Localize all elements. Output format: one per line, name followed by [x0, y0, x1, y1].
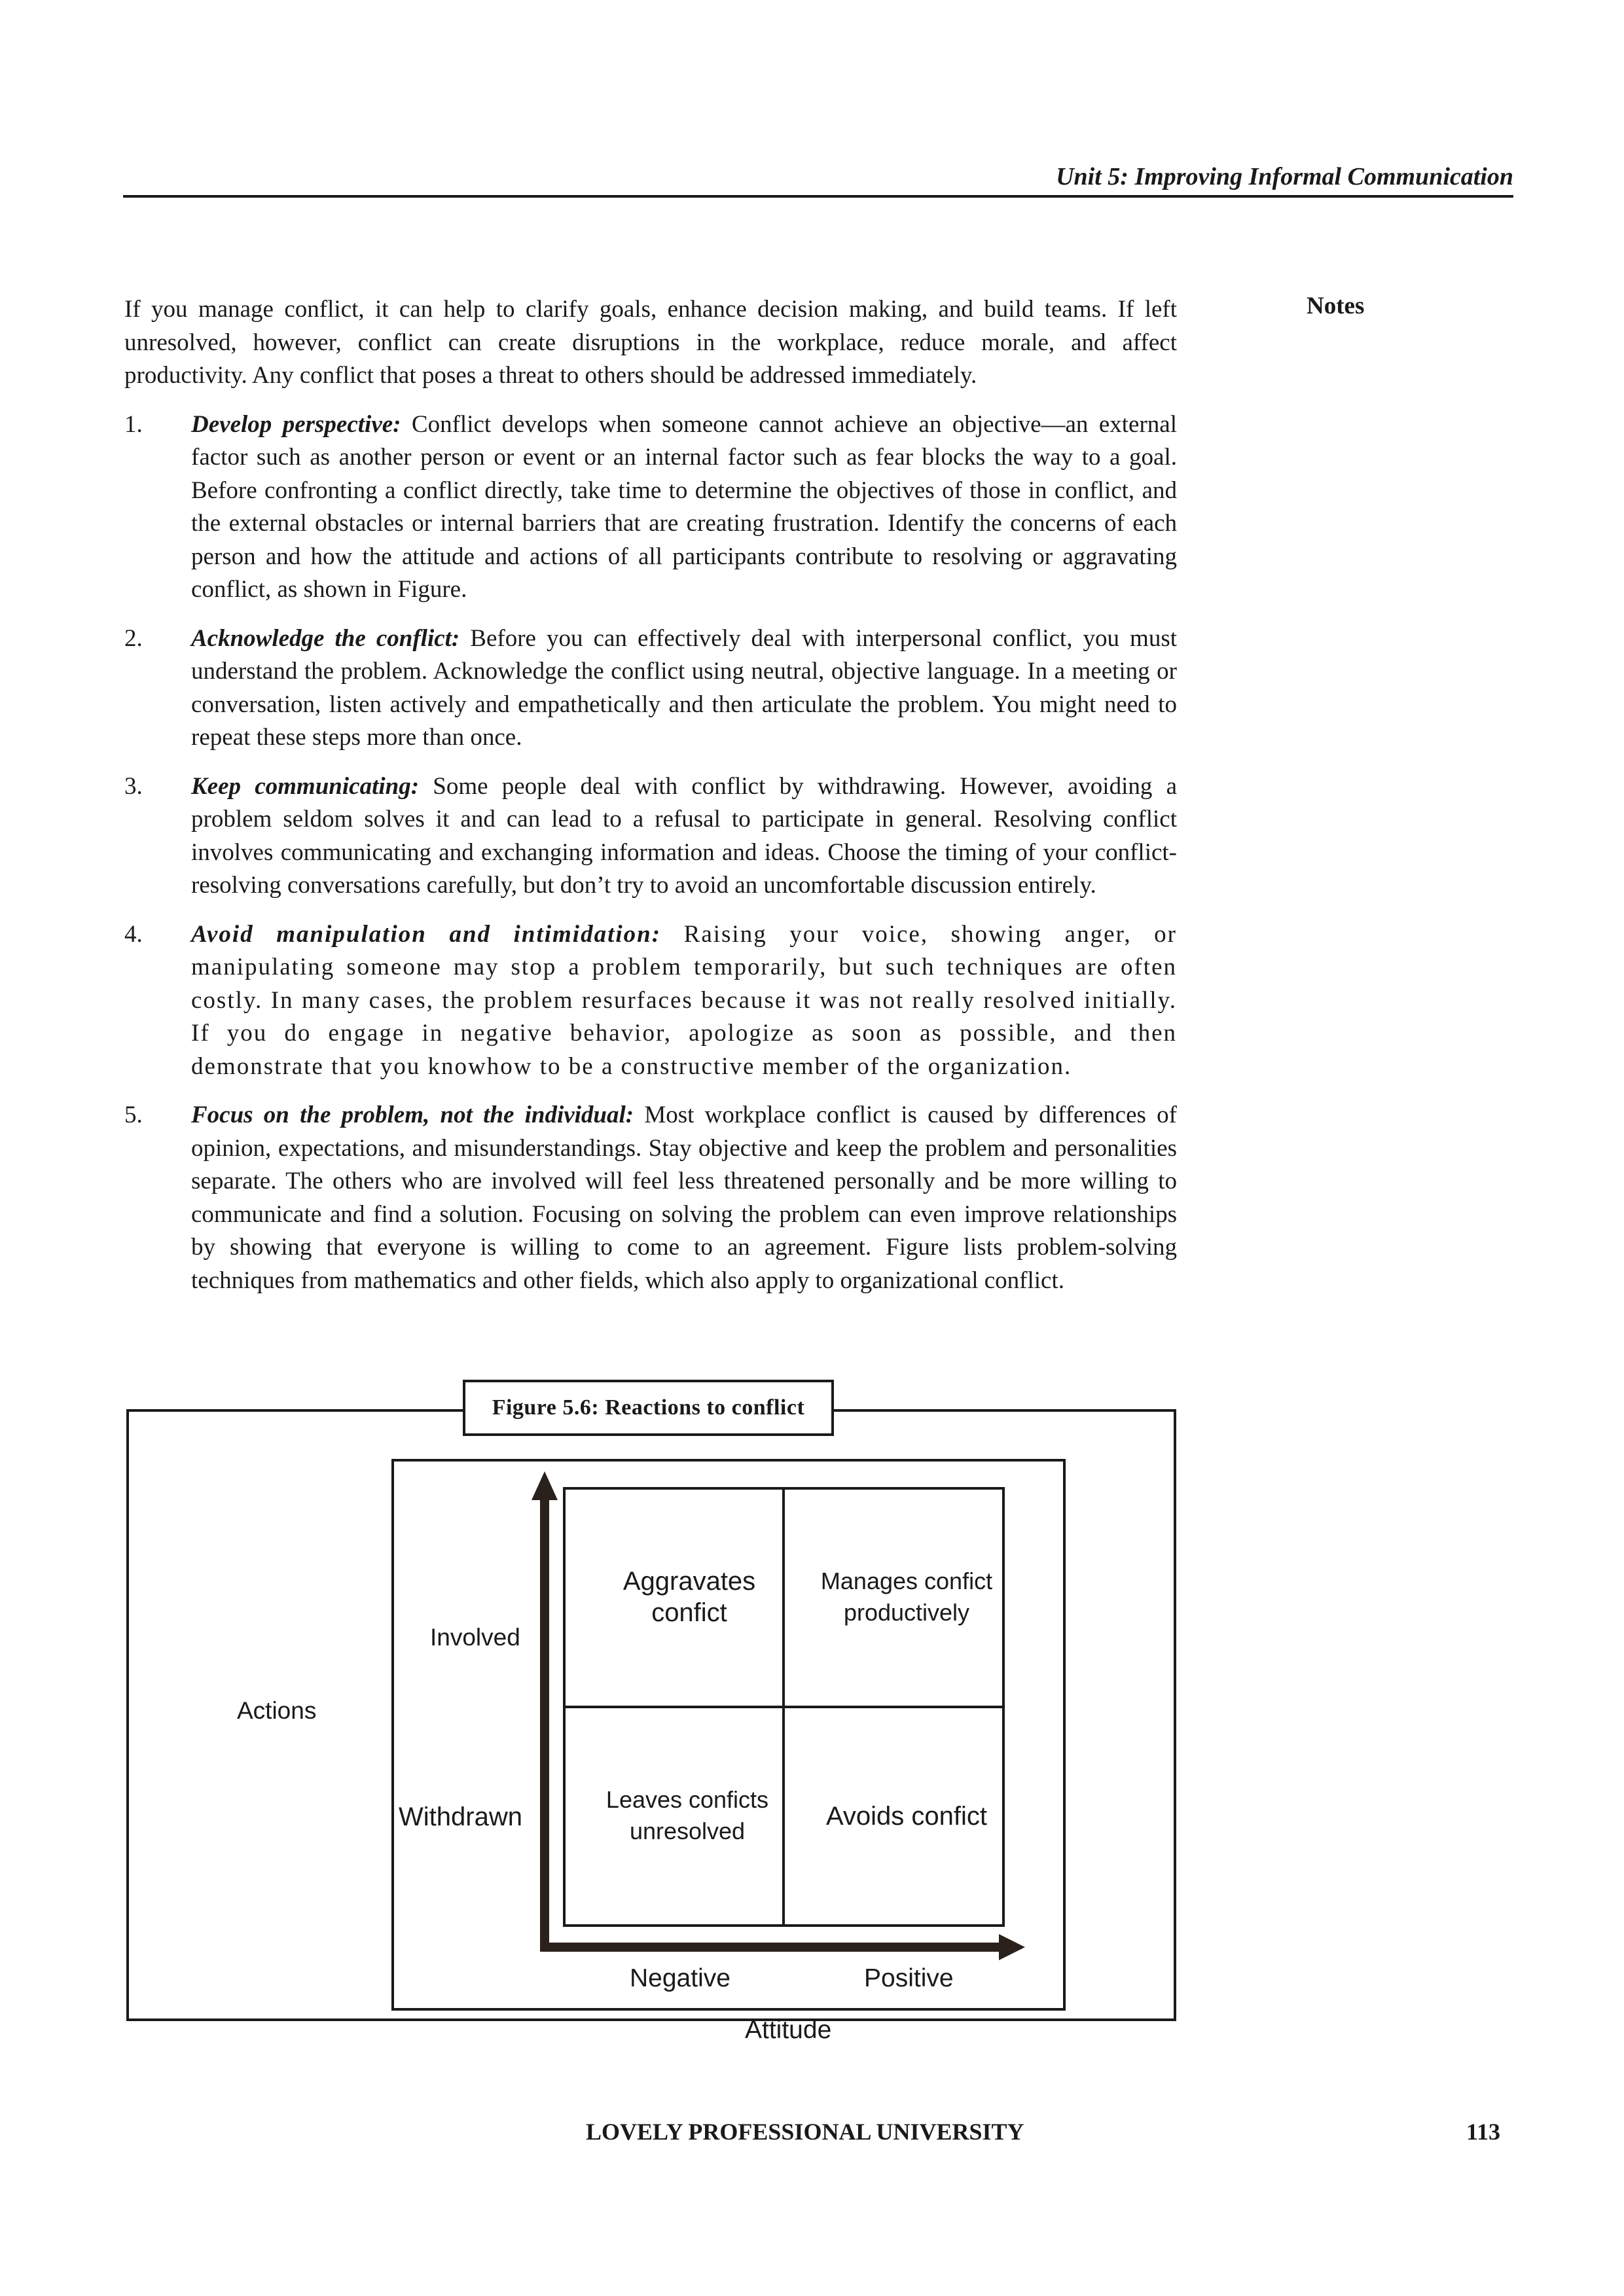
list-lead: Acknowledge the conflict: [191, 624, 460, 652]
cell-top-right-label: Manages confict productively [820, 1568, 993, 1626]
list-text: Conflict develops when someone cannot achieve an objective—an external factor such as another person or event or an internal factor such as fear blocks the way to a goal. Before confronting a conflict directly, take time to determine the objectives of those in conflict, and the external obstacles or internal barriers that are creating frustration. Identify the concerns of each person and how the attitude and actions of all participants contribute to resolving or aggravating conflict, as shown in Figure. [191, 410, 1177, 603]
list-text: Before you can effectively deal with interpersonal conflict, you must understand the problem. Acknowledge the conflict using neutral, objective language. In a meeting or conversation, listen actively and empathetically and then articulate the problem. You might need to repeat these steps more than once. [191, 624, 1178, 751]
x-axis-arrowhead [999, 1934, 1025, 1960]
list-number: 4. [124, 920, 143, 948]
notes-label: Notes [1307, 293, 1365, 319]
y-level-top: Involved [430, 1624, 520, 1651]
list-number: 5. [124, 1102, 143, 1128]
footer-university: LOVELY PROFESSIONAL UNIVERSITY [586, 2119, 1024, 2145]
y-level-bottom: Withdrawn [399, 1803, 522, 1831]
unit-title: Unit 5: Improving Informal Communication [1056, 163, 1513, 190]
figure-caption: Figure 5.6: Reactions to conflict [463, 1380, 834, 1436]
y-axis-arrowhead [532, 1471, 558, 1500]
page-number: 113 [1466, 2119, 1501, 2145]
list-lead: Focus on the problem, not the individual: [191, 1102, 634, 1128]
x-level-right: Positive [864, 1964, 954, 1992]
cell-bottom-right-label: Avoids confict [825, 1802, 988, 1831]
list-number: 3. [124, 772, 143, 800]
intro-paragraph: If you manage conflict, it can help to clarify goals, enhance decision making, and build teams. If left unresolved, however, conflict can create disruptions in the workplace, reduce morale, and affect productivity. Any conflict that poses a threat to others should be addressed immediately. [124, 296, 1177, 389]
x-axis-title: Attitude [745, 2016, 832, 2044]
list-number: 2. [124, 624, 143, 652]
y-axis-title: Actions [237, 1697, 317, 1724]
list-text: Some people deal with conflict by withdrawing. However, avoiding a problem seldom solves it and can lead to a refusal to participate in general. Resolving conflict involves communicating and exchanging information and ideas. Choose the timing of your conflict-resolving conversations carefully, but don’t try to avoid an uncomfortable discussion entirely. [191, 772, 1177, 899]
x-level-left: Negative [630, 1964, 731, 1992]
list-lead: Keep communicating: [191, 772, 420, 800]
cell-top-left-label: Aggravates confict [623, 1567, 756, 1627]
list-lead: Develop perspective: [191, 410, 401, 438]
list-number: 1. [124, 410, 143, 438]
list-text: Raising your voice, showing anger, or manipulating someone may stop a problem temporarily, but such techniques are often costly. In many cases, the problem resurfaces because it was not really resolved initially. If you do engage in negative behavior, apologize as soon as possible, and then demonstrate that you knowhow to be a constructive member of the organization. [191, 920, 1177, 1080]
list-text: Most workplace conflict is caused by differences of opinion, expectations, and misunderstandings. Stay objective and keep the problem and personalities separate. The others who are involved will feel less threatened personally and be more willing to communicate and find a solution. Focusing on solving the problem can even improve relationships by showing that everyone is willing to come to an agreement. Figure lists problem-solving techniques from mathematics and other fields, which also apply to organizational conflict. [191, 1102, 1177, 1294]
cell-bottom-left-label: Leaves conficts unresolved [605, 1786, 769, 1844]
list-lead: Avoid manipulation and intimidation: [191, 920, 662, 948]
